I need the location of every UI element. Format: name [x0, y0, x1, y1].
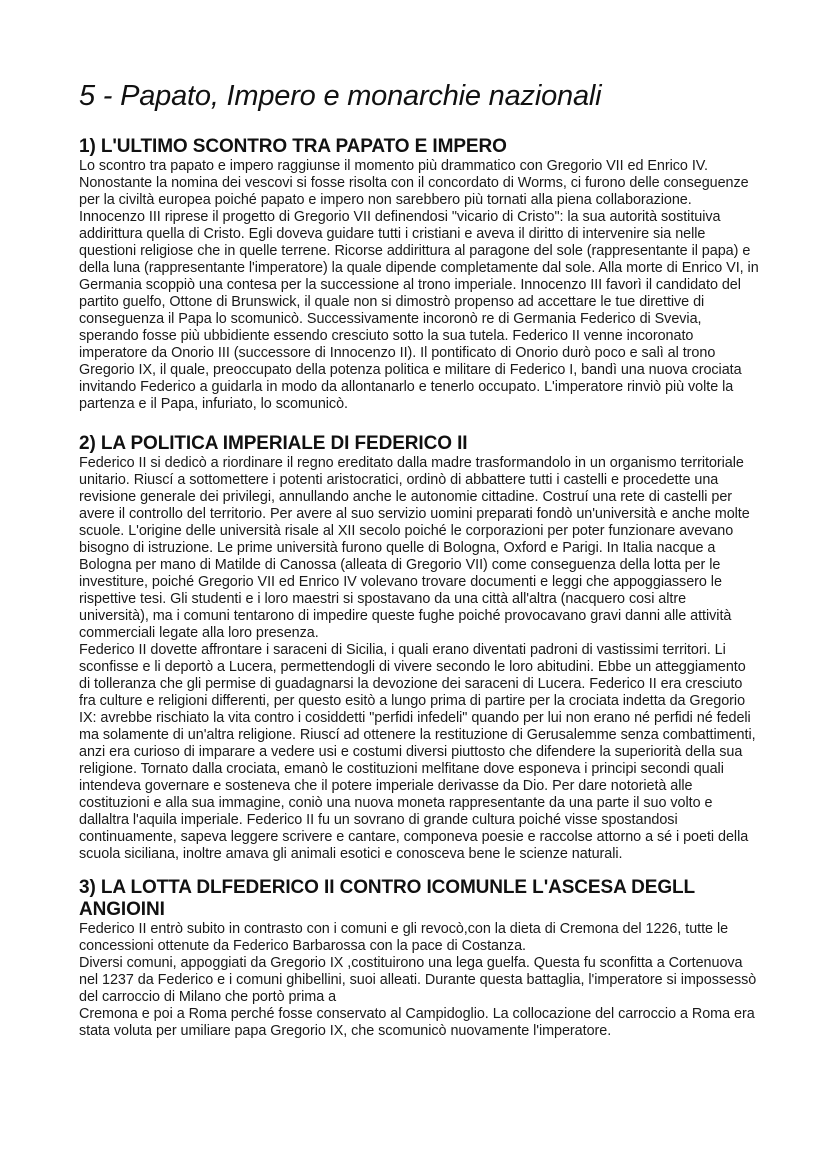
paragraph: Federico II entrò subito in contrasto con i comuni e gli revocò,con la dieta di Cremona del 1226, tutte le concessioni ottenute da Federico Barbarossa con la pace di Costanza. — [79, 921, 729, 954]
paragraph: Federico II dovette affrontare i saraceni di Sicilia, i quali erano diventati padroni di vastissimi territori. Li sconfisse e li deportò a Lucera, permettendogli di vivere secondo le loro abitudini. Ebbe un atteggiamento di tolleranza che gli permise di guadagnarsi la devozione dei saraceni di Lucera. Federico II era cresciuto fra culture e religioni differenti, per questo esitò a lungo prima di partire per la crociata indetta da Gregorio IX: avrebbe rischiato la vita contro i cosiddetti "perfidi infedeli" quando per lui non erano né perfidi né fedeli ma solamente di un'altra religione. Riuscí ad ottenere la restituzione di Gerusalemme senza combattimenti, anzi era curioso di imparare a vedere usi e costumi diversi piuttosto che difendere la superiorità della sua religione. Tornato dalla crociata, emanò le costituzioni melfitane dove esponeva i principi secondi quali intendeva governare e sosteneva che il potere imperiale derivasse da Dio. Per dare notorietà alle costituzioni e alla sua immagine, coniò una nuova moneta rappresentante da una parte il suo volto e dallaltra l'aquila imperiale. Federico II fu un sovrano di grande cultura poiché visse spostandosi continuamente, sapeva leggere scrivere e cantare, componeva poesie e raccolse attorno a sé i poeti della scuola siciliana, inoltre amava gli animali esotici e conosceva bene le scienze naturali. — [79, 642, 756, 862]
document-page — [79, 78, 759, 1060]
section-body — [79, 158, 759, 413]
paragraph: Lo scontro tra papato e impero raggiunse il momento più drammatico con Gregorio VII ed Enrico IV. Nonostante la nomina dei vescovi si fosse risolta con il concordato di Worms, ci furono delle conseguenze per la civiltà europea poiché papato e impero non sarebbero più tornati alla piena collaborazione. Innocenzo III riprese il progetto di Gregorio VII definendosi "vicario di Cristo": la sua autorità sostituiva addirittura quella di Cristo. Egli doveva guidare tutti i cristiani e aveva il diritto di intervenire sia nelle questioni religiose che in quelle terrene. Ricorse addirittura al paragone del sole (rappresentante il papa) e della luna (rappresentante l'imperatore) la quale dipende completamente dal sole. Alla morte di Enrico VI, in Germania scoppiò una contesa per la successione al trono imperiale. Innocenzo III favorì il candidato del partito guelfo, Ottone di Brunswick, il quale non si dimostrò propenso ad accettare le tue direttive di conseguenza il Papa lo scomunicò. Successivamente incoronò re di Germania Federico di Svevia, sperando fosse più ubbidiente essendo cresciuto sotto la sua tutela. Federico II venne incoronato imperatore da Onorio III (successore di Innocenzo II). Il pontificato di Onorio durò poco e salì al trono Gregorio IX, il quale, preoccupato della potenza politica e militare di Federico I, bandì una nuova crociata invitando Federico a guidarla in modo da allontanarlo e tenerlo occupato. L'imperatore rinviò più volte la partenza e il Papa, infuriato, lo scomunicò. — [79, 158, 759, 412]
section-body — [79, 921, 759, 1040]
section-heading: 1) L'ULTIMO SCONTRO TRA PAPATO E IMPERO — [79, 136, 507, 157]
section-3 — [79, 877, 759, 1040]
paragraph: Diversi comuni, appoggiati da Gregorio IX ,costituirono una lega guelfa. Questa fu sconfitta a Cortenuova nel 1237 da Federico e i comuni ghibellini, suoi alleati. Durante questa battaglia, l'imperatore si impossessò del carroccio di Milano che portò prima a — [79, 955, 757, 1005]
section-heading: 3) LA LOTTA DLFEDERICO II CONTRO ICOMUNLE L'ASCESA DEGLL ANGIOINI — [79, 877, 695, 920]
document-title: 5 - Papato, Impero e monarchie nazionali — [79, 80, 602, 112]
section-1 — [79, 136, 759, 413]
paragraph: Cremona e poi a Roma perché fosse conservato al Campidoglio. La collocazione del carroccio a Roma era stata voluta per umiliare papa Gregorio IX, che scomunicò nuovamente l'imperatore. — [79, 1006, 755, 1039]
section-body — [79, 455, 759, 863]
paragraph: Federico II si dedicò a riordinare il regno ereditato dalla madre trasformandolo in un organismo territoriale unitario. Riuscí a sottomettere i potenti aristocratici, ordinò di abbattere tutti i castelli e procedette una revisione generale dei privilegi, annullando anche le autonomie cittadine. Costruí una rete di castelli per avere il controllo del territorio. Per avere al suo servizio uomini preparati fondò un'università e anche molte scuole. L'origine delle università risale al XII secolo poiché le corporazioni per poter funzionare avevano bisogno di istruzione. Le prime università furono quelle di Bologna, Oxford e Parigi. In Italia nacque a Bologna per mano di Matilde di Canossa (alleata di Gregorio VII) come conseguenza della lotta per le investiture, poiché Gregorio VII ed Enrico IV volevano trovare documenti e leggi che appoggiassero le rispettive tesi. Gli studenti e i loro maestri si spostavano da una città all'altra (nacquero cosi altre università), ma i comuni tentarono di impedire queste fughe poiché provocavano gravi danni alle attività commerciali legate alla loro presenza. — [79, 455, 750, 641]
section-2 — [79, 433, 759, 863]
section-heading: 2) LA POLITICA IMPERIALE DI FEDERICO II — [79, 433, 468, 454]
